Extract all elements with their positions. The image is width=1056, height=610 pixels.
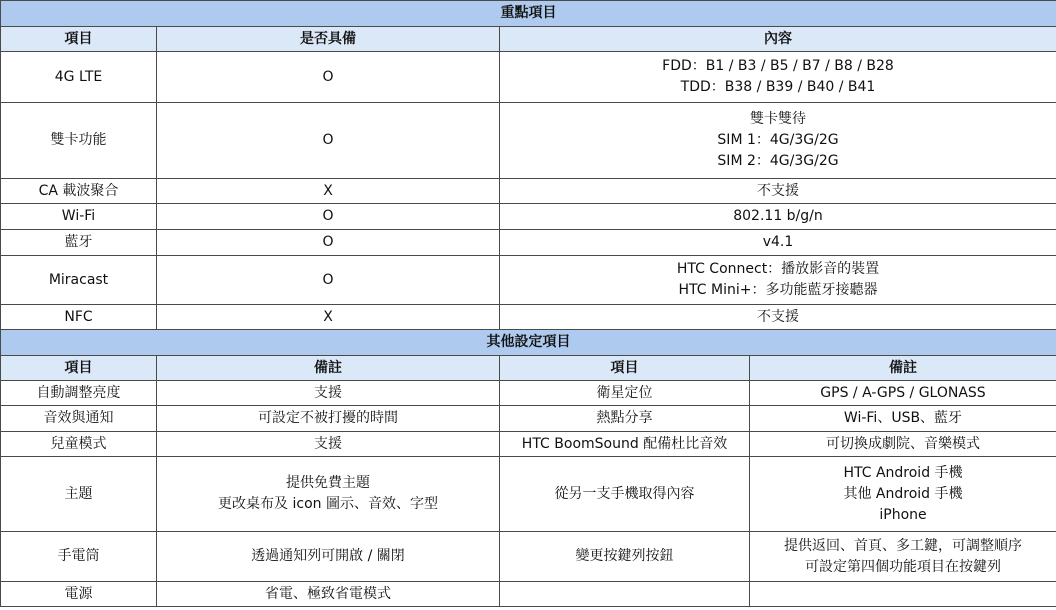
table-row [1, 406, 1056, 432]
note-cell: 可設定不被打擾的時間 [157, 406, 500, 432]
item-cell: 從另一支手機取得內容 [500, 457, 750, 532]
item-cell: 4G LTE [1, 52, 157, 103]
item-cell: 主題 [1, 457, 157, 532]
note-cell: 支援 [157, 432, 500, 457]
item-cell: 電源 [1, 582, 157, 607]
content-cell: 不支援 [500, 305, 1056, 330]
table-row [1, 381, 1056, 406]
table-row [1, 432, 1056, 457]
item-cell: 雙卡功能 [1, 103, 157, 179]
section-title-key-items: 重點項目 [1, 1, 1056, 27]
table-row [1, 230, 1056, 256]
available-cell: X [157, 305, 500, 330]
note-cell: HTC Android 手機 其他 Android 手機 iPhone [750, 457, 1056, 532]
column-header-item: 項目 [500, 356, 750, 381]
note-cell: GPS / A-GPS / GLONASS [750, 381, 1056, 406]
available-cell: O [157, 256, 500, 305]
item-cell: 手電筒 [1, 532, 157, 582]
table-row [1, 457, 1056, 532]
available-cell: O [157, 103, 500, 179]
available-cell: O [157, 204, 500, 230]
table-row [1, 103, 1056, 179]
item-cell: 音效與通知 [1, 406, 157, 432]
table-row [1, 204, 1056, 230]
item-cell: Miracast [1, 256, 157, 305]
item-cell: HTC BoomSound 配備杜比音效 [500, 432, 750, 457]
column-header-content: 內容 [500, 27, 1056, 52]
table-row [1, 52, 1056, 103]
note-cell: Wi-Fi、USB、藍牙 [750, 406, 1056, 432]
table-row [1, 179, 1056, 204]
item-cell: 衛星定位 [500, 381, 750, 406]
available-cell: O [157, 230, 500, 256]
available-cell: O [157, 52, 500, 103]
item-cell: 自動調整亮度 [1, 381, 157, 406]
column-header-available: 是否具備 [157, 27, 500, 52]
table-row [1, 256, 1056, 305]
content-cell: 雙卡雙待 SIM 1：4G/3G/2G SIM 2：4G/3G/2G [500, 103, 1056, 179]
item-cell: 兒童模式 [1, 432, 157, 457]
note-cell: 支援 [157, 381, 500, 406]
note-cell: 透過通知列可開啟 / 關閉 [157, 532, 500, 582]
column-header-note: 備註 [157, 356, 500, 381]
note-cell [750, 582, 1056, 607]
content-cell: v4.1 [500, 230, 1056, 256]
content-cell: 不支援 [500, 179, 1056, 204]
item-cell: CA 載波聚合 [1, 179, 157, 204]
column-header-note: 備註 [750, 356, 1056, 381]
table-row [1, 532, 1056, 582]
note-cell: 省電、極致省電模式 [157, 582, 500, 607]
column-header-item: 項目 [1, 356, 157, 381]
item-cell: NFC [1, 305, 157, 330]
item-cell: 藍牙 [1, 230, 157, 256]
table-row [1, 582, 1056, 607]
column-header-item: 項目 [1, 27, 157, 52]
content-cell: HTC Connect：播放影音的裝置 HTC Mini+：多功能藍牙接聽器 [500, 256, 1056, 305]
item-cell: 變更按鍵列按鈕 [500, 532, 750, 582]
note-cell: 提供返回、首頁、多工鍵，可調整順序 可設定第四個功能項目在按鍵列 [750, 532, 1056, 582]
item-cell: 熱點分享 [500, 406, 750, 432]
note-cell: 提供免費主題 更改桌布及 icon 圖示、音效、字型 [157, 457, 500, 532]
item-cell [500, 582, 750, 607]
note-cell: 可切換成劇院、音樂模式 [750, 432, 1056, 457]
content-cell: FDD：B1 / B3 / B5 / B7 / B8 / B28 TDD：B38 / B39 / B40 / B41 [500, 52, 1056, 103]
content-cell: 802.11 b/g/n [500, 204, 1056, 230]
item-cell: Wi-Fi [1, 204, 157, 230]
section-title-other-settings: 其他設定項目 [1, 330, 1056, 356]
table-row [1, 305, 1056, 330]
available-cell: X [157, 179, 500, 204]
